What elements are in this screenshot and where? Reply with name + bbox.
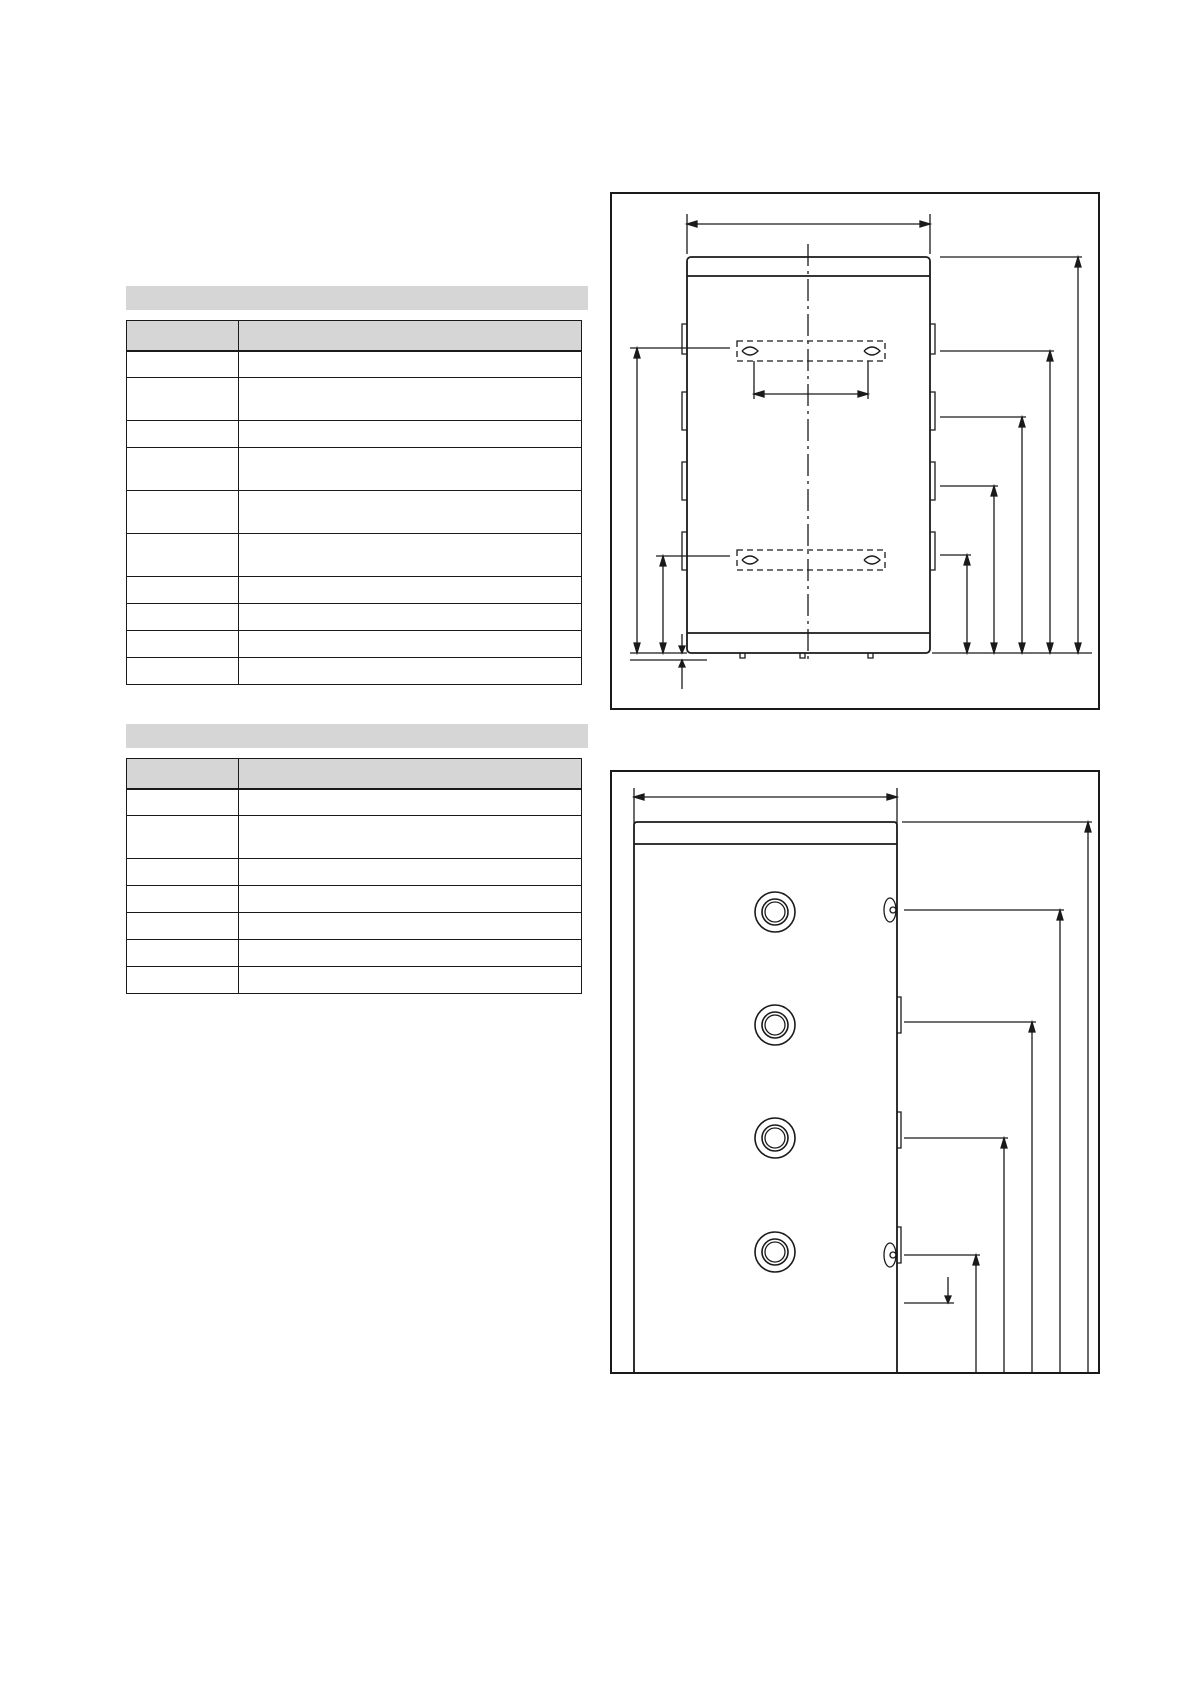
table-cell-key xyxy=(127,378,239,421)
table-row xyxy=(127,448,582,491)
table-cell-value xyxy=(239,913,582,940)
table-cell-value xyxy=(239,534,582,577)
table-cell-value xyxy=(239,816,582,859)
table-cell-value xyxy=(239,448,582,491)
table-row xyxy=(127,816,582,859)
table-cell-key xyxy=(127,604,239,631)
table-header-cell xyxy=(127,759,239,789)
section-header-bar-1 xyxy=(126,286,588,310)
table-cell-key xyxy=(127,491,239,534)
front-view-figure xyxy=(610,192,1100,710)
table-row xyxy=(127,577,582,604)
table-cell-key xyxy=(127,658,239,685)
table-row xyxy=(127,534,582,577)
table-row xyxy=(127,604,582,631)
side-view-figure xyxy=(610,770,1100,1374)
table-cell-value xyxy=(239,631,582,658)
table-row xyxy=(127,491,582,534)
table-header-row xyxy=(127,759,582,789)
table-cell-key xyxy=(127,940,239,967)
table-cell-key xyxy=(127,886,239,913)
table-cell-key xyxy=(127,534,239,577)
table-row xyxy=(127,859,582,886)
table-cell-key xyxy=(127,577,239,604)
table-cell-value xyxy=(239,421,582,448)
table-header-cell xyxy=(239,759,582,789)
table-header-cell xyxy=(239,321,582,351)
table-header-row xyxy=(127,321,582,351)
table-cell-value xyxy=(239,351,582,378)
table-cell-key xyxy=(127,816,239,859)
table-cell-key xyxy=(127,631,239,658)
table-cell-key xyxy=(127,421,239,448)
table-header-cell xyxy=(127,321,239,351)
table-cell-value xyxy=(239,940,582,967)
table-cell-value xyxy=(239,789,582,816)
table-cell-value xyxy=(239,658,582,685)
table-cell-value xyxy=(239,577,582,604)
side-view-drawing xyxy=(612,772,1098,1372)
table-row xyxy=(127,940,582,967)
table-cell-key xyxy=(127,913,239,940)
table-cell-key xyxy=(127,859,239,886)
table-row xyxy=(127,967,582,994)
table-row xyxy=(127,378,582,421)
dimension-table-1 xyxy=(126,320,582,685)
table-row xyxy=(127,913,582,940)
table-row xyxy=(127,351,582,378)
table-cell-key xyxy=(127,967,239,994)
table-row xyxy=(127,658,582,685)
table-cell-value xyxy=(239,886,582,913)
table-cell-key xyxy=(127,351,239,378)
table-cell-value xyxy=(239,604,582,631)
table-cell-value xyxy=(239,859,582,886)
table-row xyxy=(127,886,582,913)
table-cell-value xyxy=(239,491,582,534)
front-view-drawing xyxy=(612,194,1098,708)
table-cell-value xyxy=(239,378,582,421)
table-cell-key xyxy=(127,448,239,491)
table-row xyxy=(127,789,582,816)
section-header-bar-2 xyxy=(126,724,588,748)
table-row xyxy=(127,631,582,658)
table-row xyxy=(127,421,582,448)
table-cell-key xyxy=(127,789,239,816)
dimension-table-2 xyxy=(126,758,582,994)
table-cell-value xyxy=(239,967,582,994)
